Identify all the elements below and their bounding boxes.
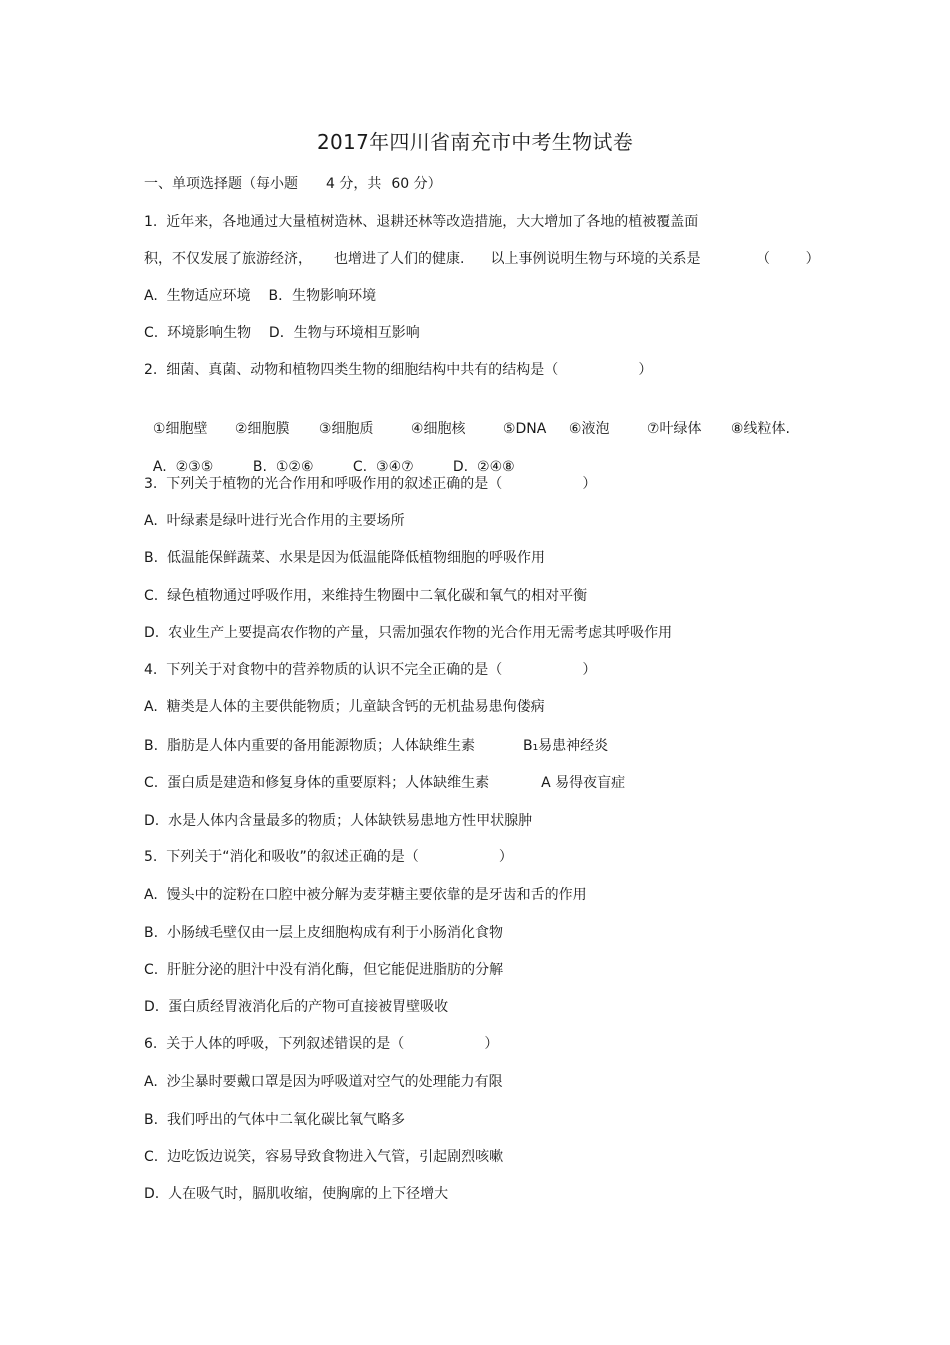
q2-option-a: A. ②③⑤	[152, 459, 214, 475]
q4-option-c-vitamin: A 易得夜盲症	[541, 775, 626, 791]
q6-option-b: B. 我们呼出的气体中二氧化碳比氧气略多	[144, 1112, 405, 1128]
q3-option-b: B. 低温能保鲜蔬菜、水果是因为低温能降低植物细胞的呼吸作用	[144, 550, 545, 566]
q1-line2-part-a: 积，不仅发展了旅游经济，	[144, 251, 312, 267]
q1-line2-part-c: 以上事例说明生物与环境的关系是	[490, 251, 701, 267]
q1-line2-part-b: 也增进了人们的健康.	[334, 251, 465, 267]
q3-option-a: A. 叶绿素是绿叶进行光合作用的主要场所	[144, 513, 405, 529]
q2-structure-list	[144, 399, 790, 439]
q4-option-c	[144, 773, 625, 793]
q6-option-a: A. 沙尘暴时要戴口罩是因为呼吸道对空气的处理能力有限	[144, 1074, 503, 1090]
q4-option-b-text: B. 脂肪是人体内重要的备用能源物质；人体缺维生素	[144, 738, 475, 754]
q5-option-c: C. 肝脏分泌的胆汁中没有消化酶，但它能促进脂肪的分解	[144, 962, 504, 978]
section-heading-prefix: 一、单项选择题（每小题	[144, 176, 298, 192]
q2-option-d: D. ②④⑧	[452, 459, 515, 475]
q4-option-a: A. 糖类是人体的主要供能物质；儿童缺含钙的无机盐易患佝偻病	[144, 699, 545, 715]
q2-item: ④细胞核	[410, 421, 466, 437]
q2-item: ⑧线粒体.	[730, 421, 790, 437]
page-title: 2017年四川省南充市中考生物试卷	[317, 130, 633, 154]
q2-item: ⑦叶绿体	[646, 421, 702, 437]
q6-option-c: C. 边吃饭边说笑，容易导致食物进入气管，引起剧烈咳嗽	[144, 1149, 504, 1165]
q2-item: ⑥液泡	[568, 421, 610, 437]
q5-option-b: B. 小肠绒毛壁仅由一层上皮细胞构成有利于小肠消化食物	[144, 925, 503, 941]
q2-item: ⑤DNA	[502, 421, 547, 437]
q1-answer-paren: （ ）	[756, 251, 820, 267]
q4-option-b	[144, 736, 608, 756]
q5-stem: 5. 下列关于“消化和吸收”的叙述正确的是（ ）	[144, 849, 513, 865]
q6-stem: 6. 关于人体的呼吸，下列叙述错误的是（ ）	[144, 1036, 499, 1052]
q2-option-c: C. ③④⑦	[352, 459, 414, 475]
q2-stem: 2. 细菌、真菌、动物和植物四类生物的细胞结构中共有的结构是（ ）	[144, 362, 653, 378]
q5-option-a: A. 馒头中的淀粉在口腔中被分解为麦芽糖主要依靠的是牙齿和舌的作用	[144, 887, 587, 903]
q2-item: ③细胞质	[318, 421, 374, 437]
q4-stem: 4. 下列关于对食物中的营养物质的认识不完全正确的是（ ）	[144, 662, 597, 678]
q3-stem: 3. 下列关于植物的光合作用和呼吸作用的叙述正确的是（ ）	[144, 476, 597, 492]
q2-options	[144, 437, 515, 477]
q6-option-d: D. 人在吸气时，膈肌收缩，使胸廓的上下径增大	[144, 1186, 449, 1202]
q1-line2	[144, 249, 824, 269]
q4-option-b-vitamin: B₁易患神经炎	[522, 738, 609, 754]
section-heading-points: 4 分，共	[326, 176, 382, 192]
q2-item: ①细胞壁	[152, 421, 208, 437]
q3-option-c: C. 绿色植物通过呼吸作用，来维持生物圈中二氧化碳和氧气的相对平衡	[144, 588, 588, 604]
q2-item: ②细胞膜	[234, 421, 290, 437]
q3-option-d: D. 农业生产上要提高农作物的产量，只需加强农作物的光合作用无需考虑其呼吸作用	[144, 625, 673, 641]
section-heading-total: 60 分）	[391, 176, 442, 192]
q4-option-c-text: C. 蛋白质是建造和修复身体的重要原料；人体缺维生素	[144, 775, 490, 791]
q2-option-b: B. ①②⑥	[252, 459, 314, 475]
q1-options-cd: C. 环境影响生物 D．生物与环境相互影响	[144, 325, 420, 341]
q1-line1: 1. 近年来，各地通过大量植树造林、退耕还林等改造措施，大大增加了各地的植被覆盖面	[144, 214, 699, 230]
q5-option-d: D. 蛋白质经胃液消化后的产物可直接被胃壁吸收	[144, 999, 449, 1015]
q4-option-d: D. 水是人体内含量最多的物质；人体缺铁易患地方性甲状腺肿	[144, 813, 533, 829]
q1-options-ab: A. 生物适应环境 B．生物影响环境	[144, 288, 377, 304]
section-heading	[144, 174, 442, 194]
